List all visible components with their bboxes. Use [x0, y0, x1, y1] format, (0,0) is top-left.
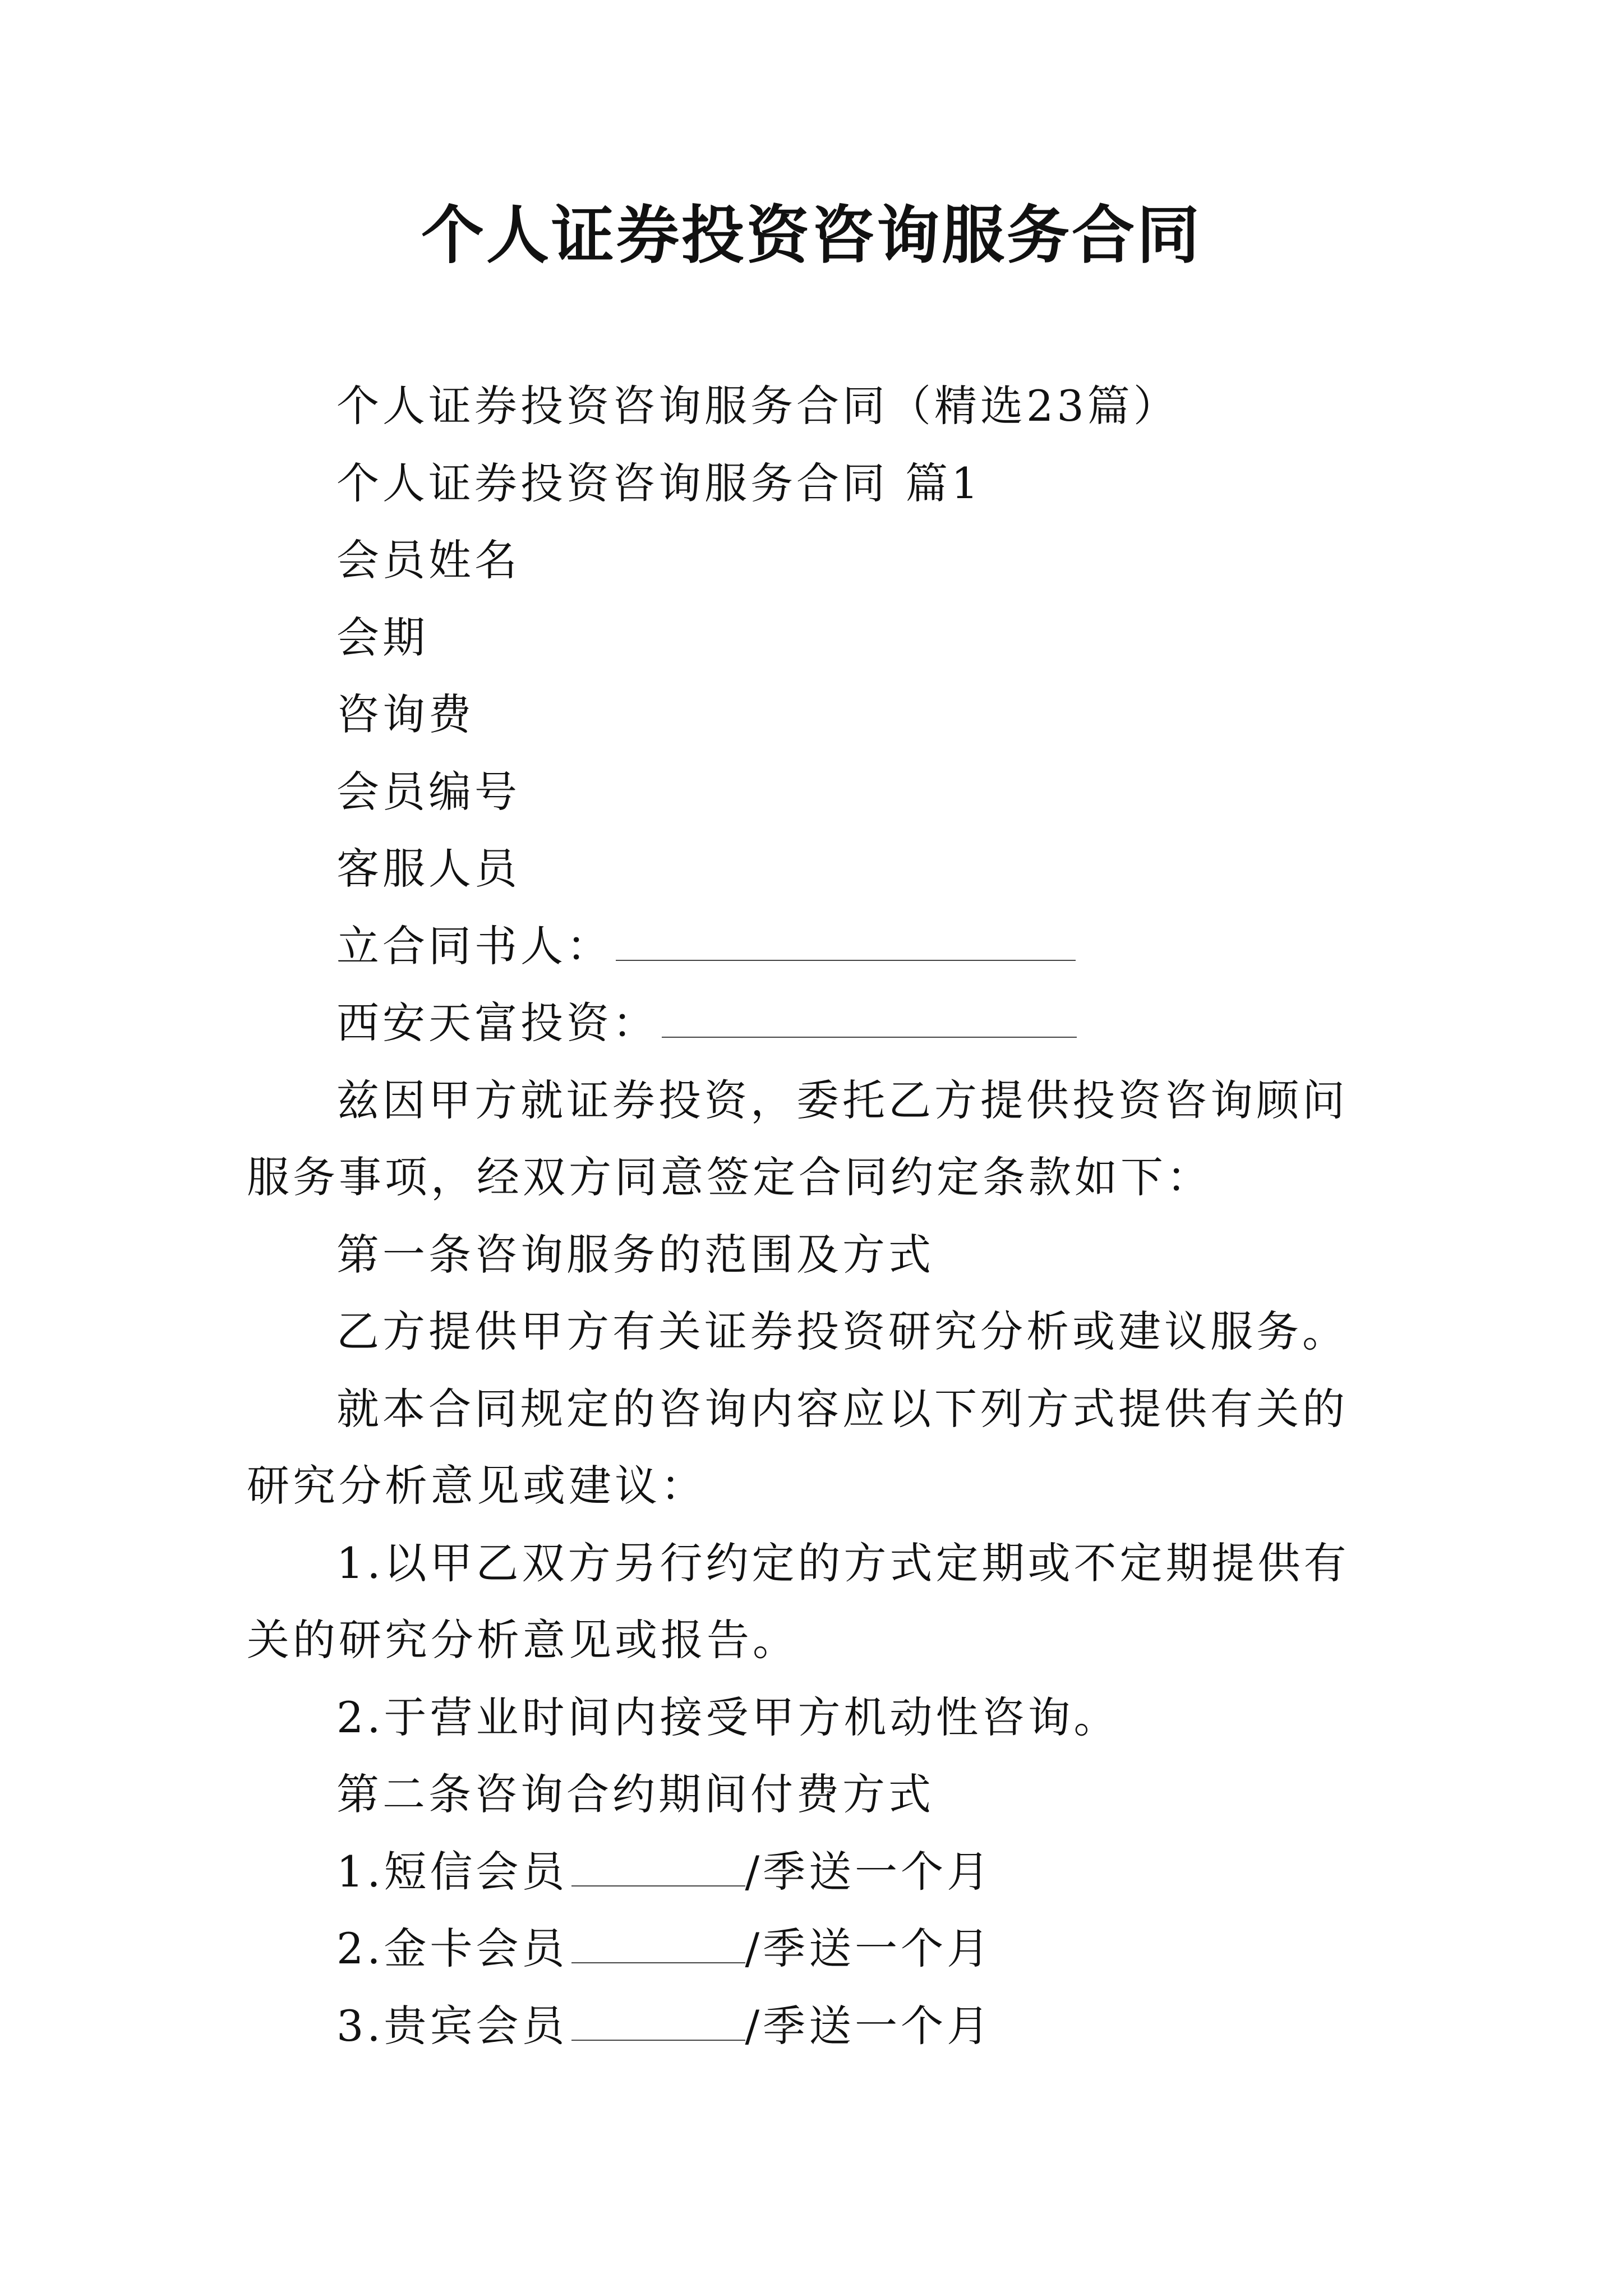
- company-line: [247, 984, 1385, 1062]
- company-label: 西安天富投资：: [336, 998, 658, 1048]
- document-body: [247, 367, 1385, 2064]
- field-membership-period: 会期: [336, 612, 428, 662]
- fee-line-sms: [247, 1833, 1385, 1911]
- paragraph-service-method: 就本合同规定的咨询内容应以下列方式提供有关的研究分析意见或建议：: [247, 1383, 1348, 1511]
- fee-suffix-sms: /季送一个月: [745, 1846, 993, 1897]
- list-item-2: 2.于营业时间内接受甲方机动性咨询。: [336, 1692, 1120, 1742]
- fee-label-vip: 3.贵宾会员: [336, 2000, 568, 2051]
- paragraph-subtitle: 个人证券投资咨询服务合同（精选23篇）: [336, 381, 1179, 431]
- fee-line-vip: [247, 1987, 1385, 2065]
- field-member-name: 会员姓名: [336, 535, 520, 585]
- document-title: 个人证券投资咨询服务合同: [421, 199, 1202, 272]
- fee-blank-gold: [571, 1926, 745, 1963]
- article-two-heading: 第二条咨询合约期间付费方式: [336, 1769, 934, 1819]
- fee-suffix-vip: /季送一个月: [745, 2000, 993, 2051]
- signatory-line: [247, 908, 1385, 985]
- field-member-number: 会员编号: [336, 766, 520, 817]
- field-customer-service: 客服人员: [336, 844, 520, 894]
- fee-suffix-gold: /季送一个月: [745, 1924, 993, 1973]
- paragraph-service-scope: 乙方提供甲方有关证券投资研究分析或建议服务。: [336, 1306, 1348, 1356]
- fee-blank-sms: [571, 1849, 745, 1887]
- field-consulting-fee: 咨询费: [336, 689, 474, 739]
- fee-line-gold: [247, 1910, 1385, 1987]
- fee-label-gold: 2.金卡会员: [336, 1924, 568, 1973]
- fee-blank-vip: [571, 2004, 745, 2041]
- article-one-heading: 第一条咨询服务的范围及方式: [336, 1229, 934, 1280]
- paragraph-preamble: 兹因甲方就证券投资，委托乙方提供投资咨询顾问服务事项，经双方同意签定合同约定条款如下：: [247, 1075, 1348, 1202]
- paragraph-section-heading: 个人证券投资咨询服务合同 篇1: [336, 458, 982, 508]
- signatory-label: 立合同书人：: [336, 921, 612, 971]
- list-item-1: 1.以甲乙双方另行约定的方式定期或不定期提供有关的研究分析意见或报告。: [247, 1538, 1350, 1665]
- signatory-blank: [616, 924, 1076, 961]
- company-blank: [662, 1001, 1077, 1038]
- fee-label-sms: 1.短信会员: [336, 1846, 568, 1897]
